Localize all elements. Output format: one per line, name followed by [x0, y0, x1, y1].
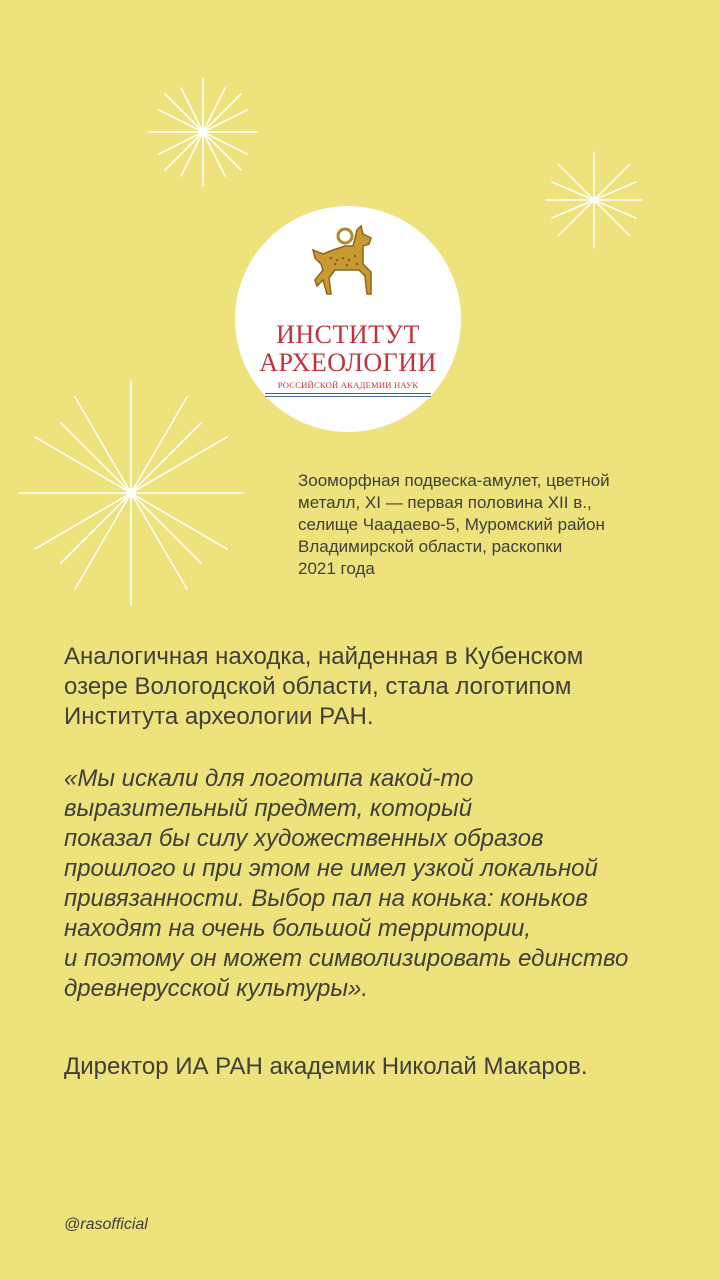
caption-line: 2021 года — [298, 559, 375, 578]
logo-title-line2: АРХЕОЛОГИИ — [259, 348, 437, 377]
caption-line: металл, XI — первая половина XII в., — [298, 493, 592, 512]
artifact-caption — [298, 470, 678, 580]
lead-paragraph — [64, 642, 674, 732]
quote-line: привязанности. Выбор пал на конька: коньков — [64, 885, 588, 912]
lead-line: Института археологии РАН. — [64, 703, 374, 730]
logo-title-line1: ИНСТИТУТ — [276, 320, 420, 349]
quote-line: «Мы искали для логотипа какой-то — [64, 765, 474, 792]
caption-line: селище Чаадаево-5, Муромский район — [298, 515, 605, 534]
quote-line: показал бы силу художественных образов — [64, 825, 544, 852]
horse-pendant-icon — [305, 224, 391, 316]
sparkle-star-icon — [14, 376, 248, 610]
sparkle-star-icon — [544, 150, 644, 250]
quote-line: выразительный предмет, который — [64, 795, 473, 822]
quote-line: и поэтому он может символизировать единство — [64, 945, 629, 972]
logo-subtitle: РОССИЙСКОЙ АКАДЕМИИ НАУК — [277, 380, 419, 390]
caption-line: Владимирской области, раскопки — [298, 537, 563, 556]
quote-line: древнерусской культуры». — [64, 975, 368, 1002]
sparkle-star-icon — [148, 77, 258, 187]
logo-rule-blue — [265, 396, 431, 397]
lead-line: Аналогичная находка, найденная в Кубенском — [64, 643, 584, 670]
quote-paragraph — [64, 764, 684, 1004]
quote-line: находят на очень большой территории, — [64, 915, 532, 942]
quote-author: Директор ИА РАН академик Николай Макаров. — [64, 1053, 588, 1080]
caption-line: Зооморфная подвеска-амулет, цветной — [298, 471, 610, 490]
account-handle[interactable]: @rasofficial — [64, 1216, 148, 1233]
lead-line: озере Вологодской области, стала логотипом — [64, 673, 572, 700]
quote-line: прошлого и при этом не имел узкой локальной — [64, 855, 598, 882]
institute-logo — [235, 206, 461, 432]
logo-rule-red — [265, 393, 431, 394]
